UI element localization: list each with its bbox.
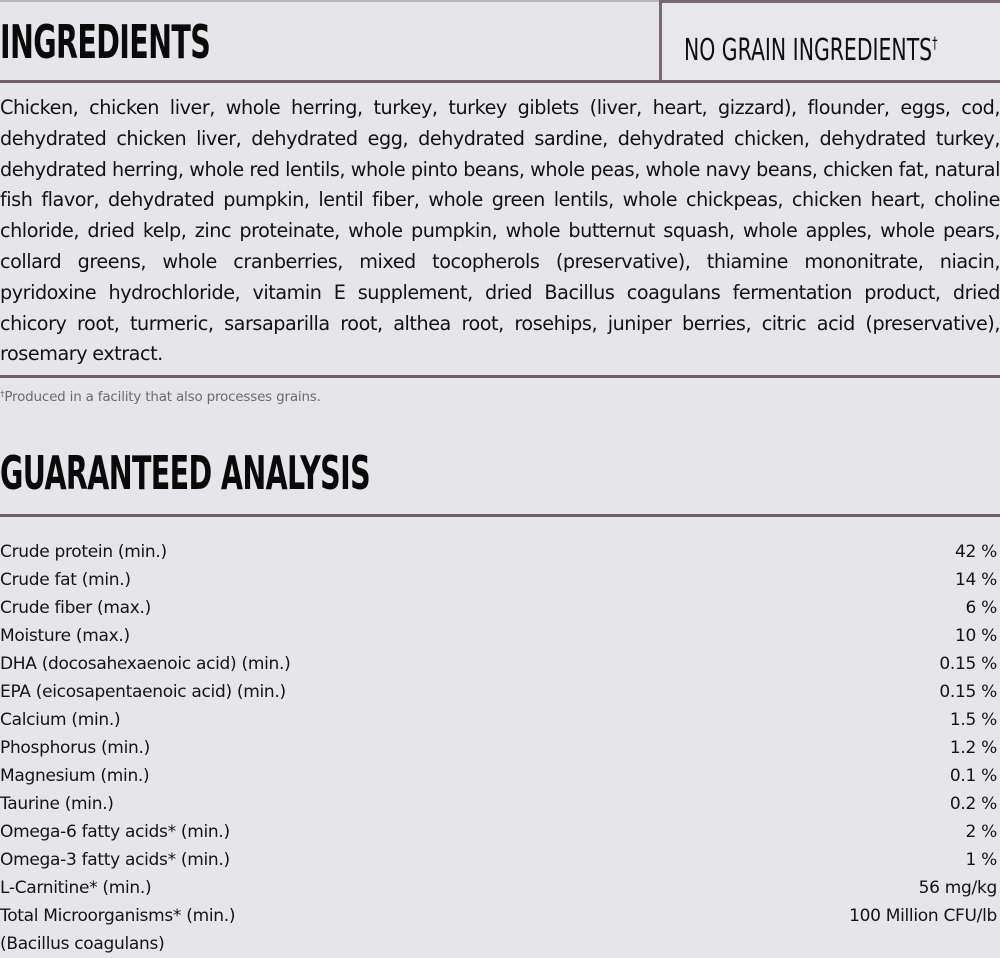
ingredients-header-rule xyxy=(0,80,1000,83)
guaranteed-analysis-title: GUARANTEED ANALYSIS xyxy=(0,446,371,500)
analysis-value: 2 % xyxy=(965,822,997,842)
analysis-label: Omega-6 fatty acids* (min.) xyxy=(0,822,230,842)
analysis-value: 6 % xyxy=(965,598,997,618)
analysis-label: Crude fiber (max.) xyxy=(0,598,151,618)
analysis-label: Phosphorus (min.) xyxy=(0,738,150,758)
analysis-value: 10 % xyxy=(955,626,997,646)
analysis-value: 0.15 % xyxy=(939,654,997,674)
analysis-row xyxy=(0,566,997,594)
no-grain-badge xyxy=(659,0,1000,80)
no-grain-badge-label: NO GRAIN INGREDIENTS xyxy=(684,33,933,68)
no-grain-badge-text xyxy=(684,25,938,69)
analysis-label: EPA (eicosapentaenoic acid) (min.) xyxy=(0,682,286,702)
analysis-value: 42 % xyxy=(955,542,997,562)
analysis-label: L-Carnitine* (min.) xyxy=(0,878,152,898)
footnote-dagger-mark: † xyxy=(0,390,5,400)
analysis-row xyxy=(0,762,997,790)
analysis-row xyxy=(0,650,997,678)
analysis-value: 100 Million CFU/lb xyxy=(849,906,997,926)
analysis-row xyxy=(0,846,997,874)
guaranteed-analysis-rule xyxy=(0,514,1000,517)
analysis-row xyxy=(0,734,997,762)
analysis-value: 0.15 % xyxy=(939,682,997,702)
analysis-row xyxy=(0,930,997,958)
analysis-label: (Bacillus coagulans) xyxy=(0,934,165,954)
dagger-mark: † xyxy=(932,33,938,52)
analysis-value: 1 % xyxy=(965,850,997,870)
analysis-value: 1.5 % xyxy=(949,710,997,730)
analysis-value: 0.1 % xyxy=(949,766,997,786)
analysis-label: Crude protein (min.) xyxy=(0,542,167,562)
analysis-value: 56 mg/kg xyxy=(918,878,997,898)
analysis-row xyxy=(0,538,997,566)
ingredients-bottom-rule xyxy=(0,375,1000,378)
analysis-label: Crude fat (min.) xyxy=(0,570,131,590)
guaranteed-analysis-table xyxy=(0,538,997,958)
analysis-row xyxy=(0,622,997,650)
analysis-label: Taurine (min.) xyxy=(0,794,114,814)
analysis-label: Total Microorganisms* (min.) xyxy=(0,906,236,926)
analysis-label: Moisture (max.) xyxy=(0,626,130,646)
ingredients-list-text: Chicken, chicken liver, whole herring, turkey, turkey giblets (liver, heart, gizzard), flounder, eggs, cod, dehydrated chicken liver, dehydrated egg, dehydrated sardine, dehydrated chicken, dehydrated turkey, dehydrated herring, whole red lentils, whole pinto beans, whole peas, whole navy beans, chicken fat, natural fish flavor, dehydrated pumpkin, lentil fiber, whole green lentils, whole chickpeas, chicken heart, choline chloride, dried kelp, zinc proteinate, whole pumpkin, whole butternut squash, whole apples, whole pears, collard greens, whole cranberries, mixed tocopherols (preservative), thiamine mononitrate, niacin, pyridoxine hydrochloride, vitamin E supplement, dried Bacillus coagulans fermentation product, dried chicory root, turmeric, sarsaparilla root, althea root, rosehips, juniper berries, citric acid (preservative), rosemary extract. xyxy=(0,96,1000,366)
analysis-row xyxy=(0,594,997,622)
footnote-text: Produced in a facility that also processes grains. xyxy=(4,389,321,405)
grain-facility-footnote xyxy=(0,389,321,405)
analysis-label: Magnesium (min.) xyxy=(0,766,150,786)
analysis-row xyxy=(0,706,997,734)
analysis-row xyxy=(0,902,997,930)
ingredients-header xyxy=(0,0,1000,84)
analysis-row xyxy=(0,874,997,902)
analysis-row xyxy=(0,790,997,818)
analysis-value: 1.2 % xyxy=(949,738,997,758)
analysis-label: DHA (docosahexaenoic acid) (min.) xyxy=(0,654,291,674)
analysis-value: 0.2 % xyxy=(949,794,997,814)
analysis-row xyxy=(0,678,997,706)
analysis-value: 14 % xyxy=(955,570,997,590)
analysis-label: Calcium (min.) xyxy=(0,710,121,730)
analysis-row xyxy=(0,818,997,846)
ingredients-title: INGREDIENTS xyxy=(0,15,211,69)
analysis-label: Omega-3 fatty acids* (min.) xyxy=(0,850,230,870)
